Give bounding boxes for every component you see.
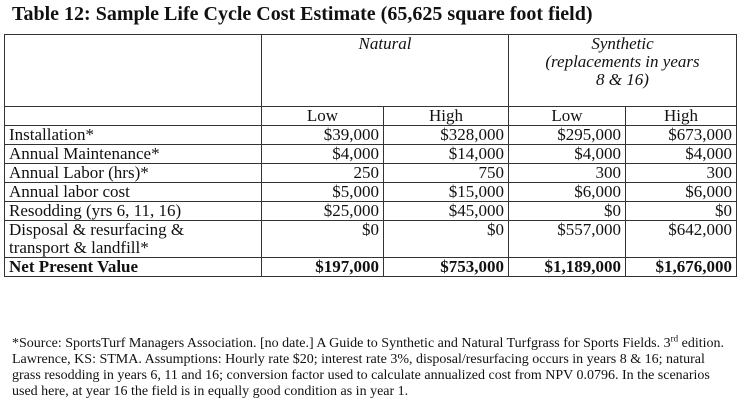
table-cell: $0 (384, 221, 509, 258)
empty-label-cell (5, 107, 262, 126)
table-cell: $6,000 (509, 183, 626, 202)
table-cell: 300 (626, 164, 737, 183)
table-cell: $25,000 (262, 202, 384, 221)
table-cell: $4,000 (626, 145, 737, 164)
table-title: Table 12: Sample Life Cycle Cost Estimate (65,625 square foot field) (12, 3, 593, 25)
table-cell: $4,000 (509, 145, 626, 164)
table-cell: 750 (384, 164, 509, 183)
table-cell: 300 (509, 164, 626, 183)
table-cell: $15,000 (384, 183, 509, 202)
table-row (5, 183, 737, 202)
table-cell: $39,000 (262, 126, 384, 145)
natural-group-header: Natural (262, 35, 509, 107)
table-cell: $753,000 (384, 258, 509, 277)
natural-low-header: Low (262, 107, 384, 126)
synthetic-low-header: Low (509, 107, 626, 126)
table-row (5, 202, 737, 221)
table-cell: $1,676,000 (626, 258, 737, 277)
source-footnote (12, 333, 734, 400)
footnote-text: edition. Lawrence, KS: STMA. Assumptions: Hourly rate $20; interest rate 3%, disposal/resurfacing occurs in years 8 & 16; natural grass resodding in years 6, 11 and 16; conversion factor used to calculate annualized cost from NPV 0.0796. In the scenarios used here, at year 16 the field is in equally good condition as in year 1. (12, 336, 724, 399)
row-label-line: Disposal & resurfacing & (9, 220, 185, 239)
table-row (5, 221, 737, 258)
empty-corner-cell (5, 35, 262, 107)
table-row (5, 164, 737, 183)
synthetic-group-header (509, 35, 737, 107)
table-cell: $4,000 (262, 145, 384, 164)
row-label: Annual labor cost (5, 183, 262, 202)
synthetic-header-line: 8 & 16) (596, 70, 649, 89)
natural-high-header: High (384, 107, 509, 126)
table-cell: 250 (262, 164, 384, 183)
row-label: Installation* (5, 126, 262, 145)
synthetic-header-line: (replacements in years (545, 52, 700, 71)
table-cell: $6,000 (626, 183, 737, 202)
table-cell: $1,189,000 (509, 258, 626, 277)
npv-row (5, 258, 737, 277)
table-row (5, 126, 737, 145)
table-cell: $0 (509, 202, 626, 221)
table-cell: $0 (626, 202, 737, 221)
document-page (4, 0, 742, 420)
life-cycle-cost-table (4, 34, 737, 277)
table-cell: $14,000 (384, 145, 509, 164)
row-label: Net Present Value (5, 258, 262, 277)
table-cell: $45,000 (384, 202, 509, 221)
table-cell: $557,000 (509, 221, 626, 258)
group-header-row (5, 35, 737, 107)
table-cell: $197,000 (262, 258, 384, 277)
footnote-text: *Source: SportsTurf Managers Association. [no date.] A Guide to Synthetic and Natural Turfgrass for Sports Fields. 3 (12, 336, 671, 351)
table-cell: $5,000 (262, 183, 384, 202)
subheader-row (5, 107, 737, 126)
row-label: Resodding (yrs 6, 11, 16) (5, 202, 262, 221)
table-cell: $673,000 (626, 126, 737, 145)
synthetic-high-header: High (626, 107, 737, 126)
row-label (5, 221, 262, 258)
synthetic-header-line: Synthetic (591, 34, 654, 53)
table-row (5, 145, 737, 164)
table-cell: $328,000 (384, 126, 509, 145)
table-cell: $642,000 (626, 221, 737, 258)
table-cell: $0 (262, 221, 384, 258)
row-label-line: transport & landfill* (9, 238, 149, 257)
row-label: Annual Labor (hrs)* (5, 164, 262, 183)
row-label: Annual Maintenance* (5, 145, 262, 164)
footnote-superscript: rd (670, 333, 679, 344)
table-cell: $295,000 (509, 126, 626, 145)
